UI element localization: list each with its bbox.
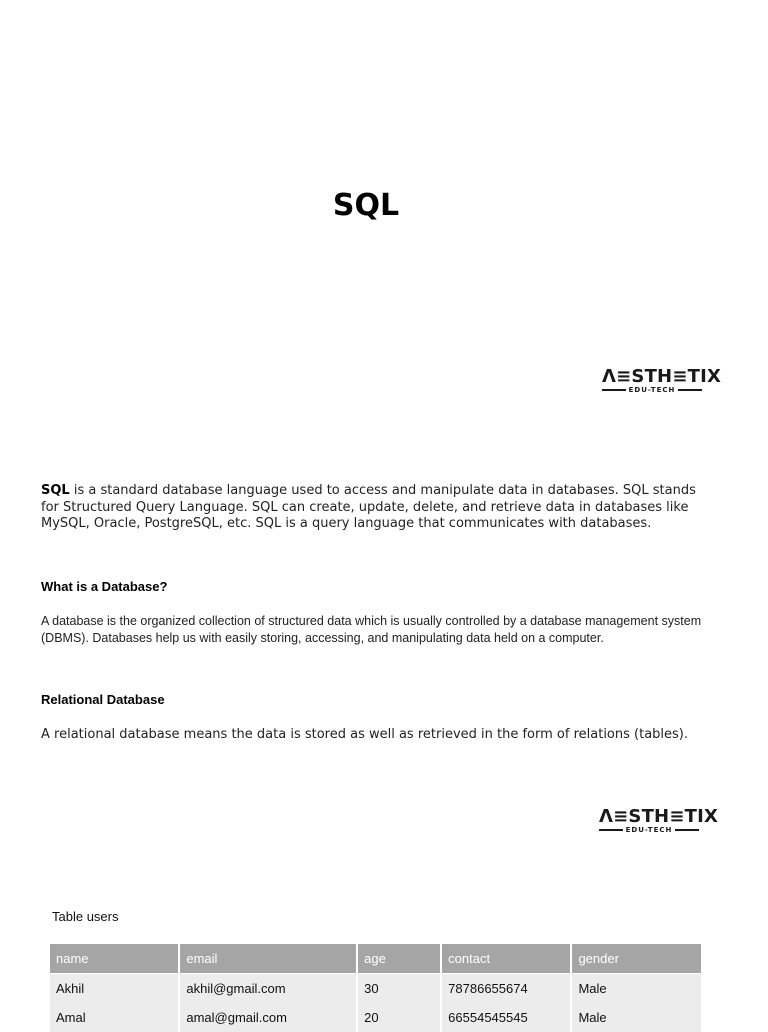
column-header-name: name (50, 944, 179, 974)
intro-text: is a standard database language used to access and manipulate data in databases. SQL stands for Structured Query Language. SQL can create, update, delete, and retrieve data in databases like MySQL, Oracle, PostgreSQL, etc. SQL is a query language that communicates with databases. (41, 483, 696, 531)
cell-age: 20 (357, 1003, 441, 1032)
cell-email: akhil@gmail.com (179, 974, 357, 1004)
users-table (50, 944, 703, 1032)
cell-contact: 66554545545 (441, 1003, 571, 1032)
logo-rule-right (675, 829, 699, 831)
page-title: SQL (332, 188, 400, 223)
logo-wordmark: Λ≡STH≡TIX (599, 806, 719, 827)
cell-email: amal@gmail.com (179, 1003, 357, 1032)
brand-logo (602, 366, 722, 394)
table-header-row (50, 944, 702, 974)
logo-rule-right (678, 389, 702, 391)
database-heading: What is a Database? (41, 579, 168, 594)
logo-tagline-row (602, 386, 702, 394)
column-header-gender: gender (571, 944, 702, 974)
database-paragraph: A database is the organized collection of structured data which is usually controlled by a database management system (DBMS). Databases help us with easily storing, accessing, and manipulating data held on a computer. (41, 614, 702, 645)
cell-name: Akhil (50, 974, 179, 1004)
logo-wordmark: Λ≡STH≡TIX (602, 366, 722, 387)
brand-logo-footer (599, 806, 719, 834)
intro-paragraph (41, 483, 711, 533)
table-row (50, 974, 702, 1004)
cell-age: 30 (357, 974, 441, 1004)
column-header-contact: contact (441, 944, 571, 974)
logo-tagline-row (599, 826, 699, 834)
cell-gender: Male (571, 1003, 702, 1032)
intro-keyword: SQL (41, 483, 70, 498)
cell-name: Amal (50, 1003, 179, 1032)
column-header-email: email (179, 944, 357, 974)
relational-paragraph: A relational database means the data is stored as well as retrieved in the form of relations (tables). (41, 727, 688, 742)
cell-contact: 78786655674 (441, 974, 571, 1004)
table-caption: Table users (52, 909, 119, 924)
table-row (50, 1003, 702, 1032)
logo-tagline: EDU-TECH (628, 386, 676, 394)
relational-heading: Relational Database (41, 692, 165, 707)
cell-gender: Male (571, 974, 702, 1004)
logo-rule-left (602, 389, 626, 391)
logo-rule-left (599, 829, 623, 831)
column-header-age: age (357, 944, 441, 974)
logo-tagline: EDU-TECH (625, 826, 673, 834)
